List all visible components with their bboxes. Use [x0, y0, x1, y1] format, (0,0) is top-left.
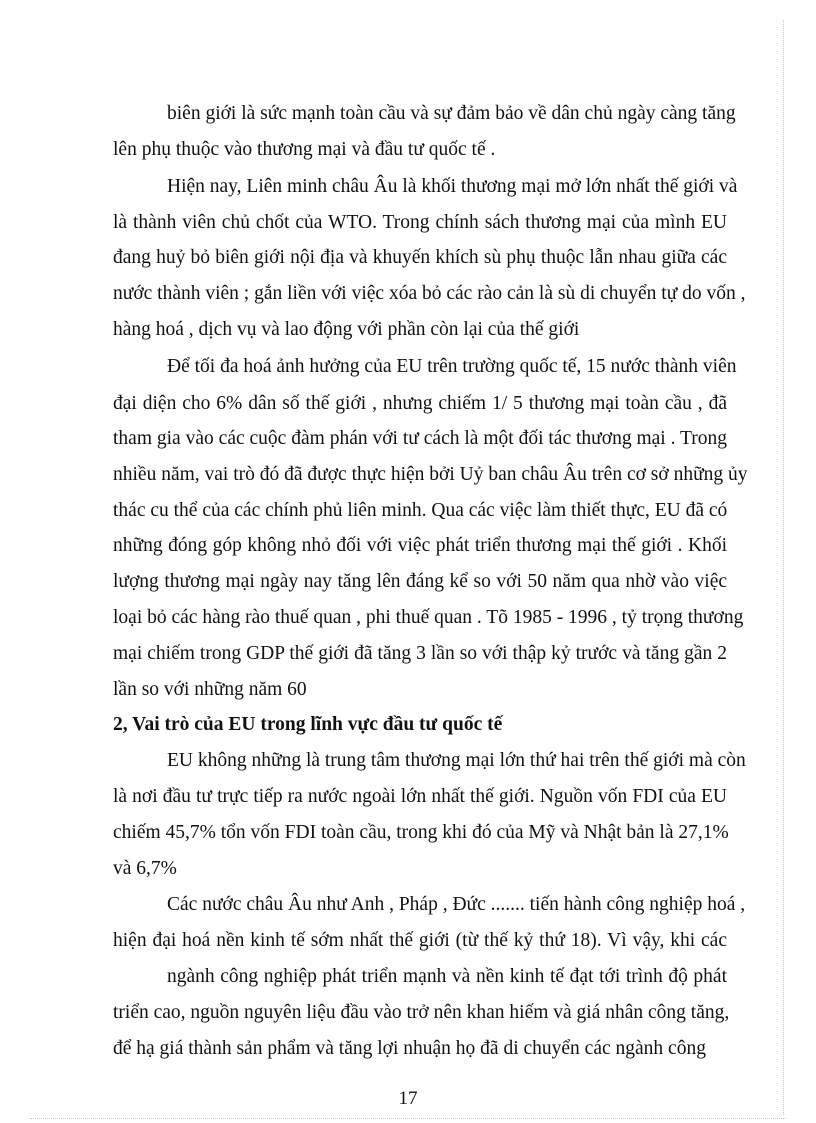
text-line: nhiều năm, vai trò đó đã được thực hiện bởi Uỷ ban châu Âu trên cơ sở những ủy	[113, 464, 748, 485]
text-line: những đóng góp không nhỏ đối với việc phát triển thương mại thế giới . Khối	[113, 535, 727, 556]
text-line: nước thành viên ; gắn liền với việc xóa bỏ các rào cản là sù di chuyển tự do vốn ,	[113, 283, 746, 304]
text-line: ngành công nghiệp phát triển mạnh và nền kinh tế đạt tới trình độ phát	[167, 966, 727, 987]
text-line: là thành viên chủ chốt của WTO. Trong chính sách thương mại của mình EU	[113, 212, 727, 233]
text-line: đại diện cho 6% dân số thế giới , nhưng chiếm 1/ 5 thương mại toàn cầu , đã	[113, 393, 727, 414]
text-line: EU không những là trung tâm thương mại lớn thứ hai trên thế giới mà còn	[167, 750, 746, 771]
text-line: loại bỏ các hàng rào thuế quan , phi thuế quan . Tõ 1985 - 1996 , tỷ trọng thương	[113, 607, 744, 628]
text-line: là nơi đầu tư trực tiếp ra nước ngoài lớn nhất thế giới. Nguồn vốn FDI của EU	[113, 786, 727, 807]
text-line: lượng thương mại ngày nay tăng lên đáng kể so với 50 năm qua nhờ vào việc	[113, 571, 727, 592]
text-line: và 6,7%	[113, 858, 177, 879]
text-line: Hiện nay, Liên minh châu Âu là khối thương mại mở lớn nhất thế giới và	[167, 176, 738, 197]
text-line: đang huỷ bỏ biên giới nội địa và khuyến khích sù phụ thuộc lẫn nhau giữa các	[113, 247, 727, 268]
text-line: lần so với những năm 60	[113, 679, 307, 700]
section-heading: 2, Vai trò của EU trong lĩnh vực đầu tư quốc tế	[113, 714, 503, 735]
text-line: lên phụ thuộc vào thương mại và đầu tư quốc tế .	[113, 139, 496, 160]
text-line: biên giới là sức mạnh toàn cầu và sự đảm bảo về dân chủ ngày càng tăng	[167, 103, 736, 124]
text-line: tham gia vào các cuộc đàm phán với tư cách là một đối tác thương mại . Trong	[113, 428, 727, 449]
text-line: mại chiếm trong GDP thế giới đã tăng 3 lần so với thập kỷ trước và tăng gần 2	[113, 643, 727, 664]
page-number: 17	[398, 1088, 418, 1109]
text-line: hàng hoá , dịch vụ và lao động với phần còn lại của thế giới	[113, 319, 580, 340]
page-border-bottom	[30, 1118, 786, 1119]
text-line: hiện đại hoá nền kinh tế sớm nhất thế giới (từ thế kỷ thứ 18). Vì vậy, khi các	[113, 930, 727, 951]
text-line: Các nước châu Âu như Anh , Pháp , Đức ....... tiến hành công nghiệp hoá ,	[167, 894, 746, 915]
text-line: thác cu thể của các chính phủ liên minh. Qua các việc làm thiết thực, EU đã có	[113, 500, 728, 521]
text-line: Để tối đa hoá ảnh hưởng của EU trên trường quốc tế, 15 nước thành viên	[167, 356, 737, 377]
text-line: để hạ giá thành sản phẩm và tăng lợi nhuận họ đã di chuyển các ngành công	[113, 1038, 706, 1059]
text-line: triển cao, nguồn nguyên liệu đầu vào trở nên khan hiếm và giá nhân công tăng,	[113, 1002, 730, 1023]
page-border-right	[783, 20, 784, 1115]
text-line: chiếm 45,7% tổn vốn FDI toàn cầu, trong khi đó của Mỹ và Nhật bản là 27,1%	[113, 822, 729, 843]
